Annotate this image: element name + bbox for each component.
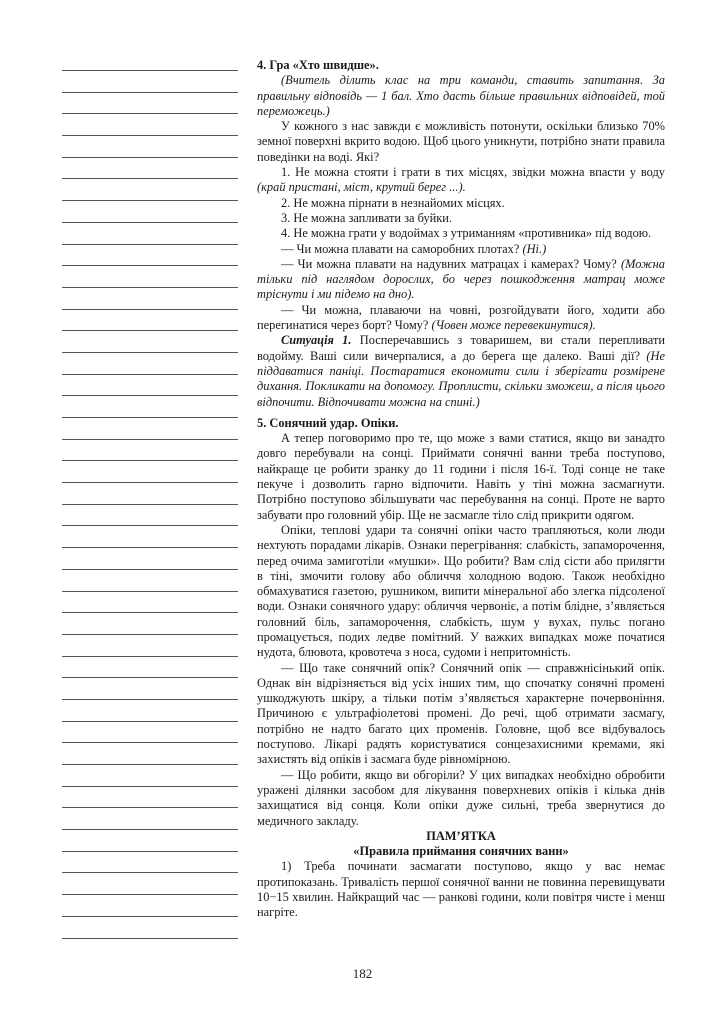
rule-1: 1. Не можна стояти і грати в тих місцях, звідки можна впасти у воду (край пристані, міст, крутий берег ...). — [257, 165, 665, 195]
question-3: — Чи можна, плаваючи на човні, розгойдувати його, ходити або перегинатися через борт? Чому? (Човен може перевекинутися). — [257, 302, 665, 333]
question-2: — Чи можна плавати на надувних матрацах і камерах? Чому? (Можна тільки під наглядом дорослих, бо через пошкодження матрац може тріснути і ми підемо на дно). — [257, 256, 665, 302]
sunstroke-paragraph-4: — Що робити, якщо ви обгоріли? У цих випадках необхідно обробити уражені ділянки засобом для лікування поверхневих опіків і кілька днів захищатися від сонця. Коли опіки дуже сильні, треба звернутися до медичного закладу. — [257, 767, 665, 828]
margin-line — [62, 525, 238, 526]
margin-line — [62, 439, 238, 440]
margin-line — [62, 265, 238, 266]
margin-line — [62, 634, 238, 635]
question-1: — Чи можна плавати на саморобних плотах? (Ні.) — [281, 241, 547, 256]
margin-line — [62, 352, 238, 353]
margin-line — [62, 287, 238, 288]
margin-line — [62, 894, 238, 895]
sunstroke-paragraph-2: Опіки, теплові удари та сонячні опіки часто трапляються, коли люди нехтують порадами лікарів. Ознаки перегрівання: слабкість, запаморочення, перед очима замиготіли «мушки». Що робити? Вам слід сісти або прилягти в тіні, змочити голову або обличчя холодною водою. Також необхідно обмахуватися газетою, рушником, випити мінеральної або злегка підсоленої води. Ознаки сонячного удару: обличчя червоніє, а потім блідне, з’являється головний біль, запаморочення, слабкість, шум у вухах, пульс погано промацується, подих ледве помітний. У важких випадках може початися нудота, блювота, кровотеча з носа, судоми і непритомність. — [257, 522, 665, 660]
margin-line — [62, 612, 238, 613]
margin-line — [62, 504, 238, 505]
margin-line — [62, 200, 238, 201]
game-instructions: (Вчитель ділить клас на три команди, ставить запитання. За правильну відповідь — 1 бал. Хто дасть більше правильних відповідей, той переможець.) — [257, 73, 665, 118]
margin-line — [62, 677, 238, 678]
margin-line — [62, 374, 238, 375]
memo-subtitle: «Правила приймання сонячних ванн» — [353, 844, 569, 859]
margin-line — [62, 938, 238, 939]
margin-line — [62, 135, 238, 136]
margin-line — [62, 916, 238, 917]
memo-item-1: 1) Треба починати засмагати поступово, якщо у вас немає протипоказань. Тривалість першої сонячної ванни не повинна перевищувати 10−15 хвилин. Найкращий час — ранкові години, коли повітря чисте і менш нагріте. — [257, 859, 665, 920]
margin-line — [62, 178, 238, 179]
margin-line — [62, 786, 238, 787]
rule-4: 4. Не можна грати у водоймах з утриманням «противника» під водою. — [281, 226, 652, 241]
margin-line — [62, 330, 238, 331]
margin-line — [62, 113, 238, 114]
section-heading-sunstroke: 5. Сонячний удар. Опіки. — [257, 415, 399, 430]
margin-line — [62, 569, 238, 570]
margin-line — [62, 656, 238, 657]
margin-line — [62, 872, 238, 873]
margin-line — [62, 92, 238, 93]
game-intro: У кожного з нас завжди є можливість потонути, оскільки близько 70% земної поверхні вкрито водою. Щоб цього уникнути, потрібно знати правила поведінки на воді. Які? — [257, 119, 665, 164]
margin-line — [62, 742, 238, 743]
memo-title: ПАМ’ЯТКА — [426, 828, 496, 843]
margin-line — [62, 309, 238, 310]
margin-line — [62, 244, 238, 245]
sunstroke-paragraph-1: А тепер поговоримо про те, що може з вами статися, якщо ви занадто довго перебували на сонці. Приймати сонячні ванни треба поступово, найкраще це робити зранку до 11 години і після 16-ї. Тоді сонце не таке пекуче і дозволить гарно відпочити. Навіть у тіні можна засмагнути. Потрібно поступово збільшувати час перебування на сонці. Проте не варто забувати про головний убір. Ще не засмагле тіло слід прикрити одягом. — [257, 431, 665, 522]
rule-3: 3. Не можна запливати за буйки. — [281, 210, 453, 225]
situation-1: Ситуація 1. Посперечавшись з товаришем, ви стали перепливати водойму. Ваші сили вичерпалися, а до берега ще далеко. Ваші дії? (Не піддаватися паніці. Постаратися економити сили і зберігати розмірене дихання. Покликати на допомогу. Проплисти, скільки зможеш, а після цього відпочити. Відпочивати можна на спині.) — [257, 333, 665, 409]
margin-line — [62, 395, 238, 396]
margin-line — [62, 699, 238, 700]
margin-line — [62, 70, 238, 71]
main-text-column — [257, 58, 665, 921]
margin-line — [62, 482, 238, 483]
margin-line — [62, 157, 238, 158]
margin-line — [62, 851, 238, 852]
margin-line — [62, 222, 238, 223]
margin-line — [62, 460, 238, 461]
rule-2: 2. Не можна пірнати в незнайомих місцях. — [281, 195, 505, 210]
section-heading-game: 4. Гра «Хто швидше». — [257, 58, 379, 72]
margin-line — [62, 417, 238, 418]
margin-line — [62, 807, 238, 808]
margin-note-lines — [62, 70, 238, 959]
margin-line — [62, 829, 238, 830]
margin-line — [62, 591, 238, 592]
margin-line — [62, 764, 238, 765]
margin-line — [62, 721, 238, 722]
page-number: 182 — [352, 966, 373, 981]
margin-line — [62, 547, 238, 548]
sunstroke-paragraph-3: — Що таке сонячний опік? Сонячний опік — справжнісінький опік. Однак він відрізняється від усіх інших тим, що спочатку сонячні промені ушкоджують шкіру, а тільки потім з’являється характерне почервоніння. Причиною є ультрафіолетові промені. До речі, щоб отримати засмагу, потрібно не надто багато цих променів. Головне, щоб все відбувалось поступово. Лікарі радять користуватися сонцезахисними кремами, які захистять від опіків і засмага буде рівномірною. — [257, 660, 665, 767]
